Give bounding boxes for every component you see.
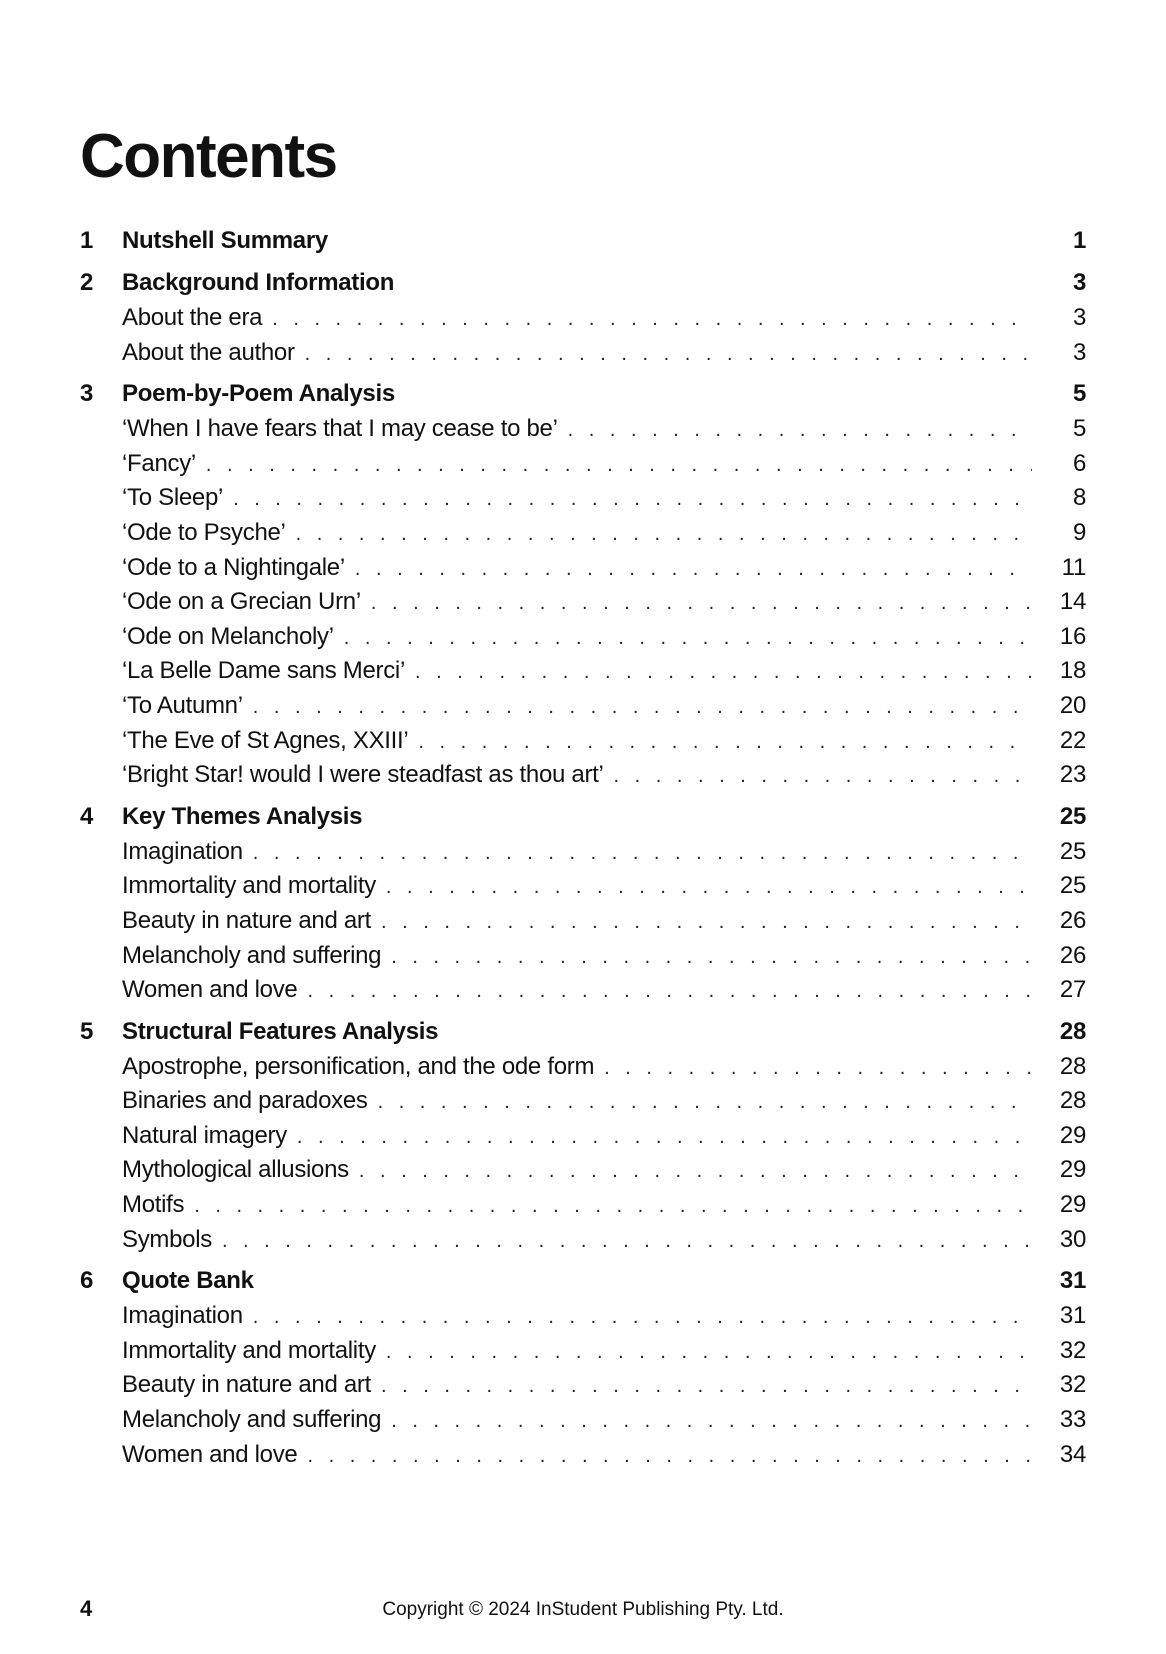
entry-page-number: 26 xyxy=(1059,941,1086,969)
dot-leader xyxy=(305,337,1032,372)
entry-title: Beauty in nature and art xyxy=(122,1371,371,1399)
toc-section xyxy=(80,376,1086,793)
toc-entry[interactable] xyxy=(80,412,1086,447)
dot-leader xyxy=(381,1369,1032,1404)
toc-section xyxy=(80,1263,1086,1472)
toc-section xyxy=(80,799,1086,1008)
toc-entry[interactable] xyxy=(80,724,1086,759)
entry-page-number: 30 xyxy=(1059,1225,1086,1253)
section-page-number: 5 xyxy=(1072,380,1086,408)
entry-page-number: 31 xyxy=(1059,1302,1086,1330)
toc-section xyxy=(80,223,1086,259)
toc-entry[interactable] xyxy=(80,689,1086,724)
toc-entry[interactable] xyxy=(80,1050,1086,1085)
entry-title: Melancholy and suffering xyxy=(122,1406,382,1434)
section-page-number: 28 xyxy=(1059,1017,1086,1045)
entry-page-number: 14 xyxy=(1059,588,1086,616)
entry-page-number: 18 xyxy=(1059,657,1086,685)
entry-page-number: 23 xyxy=(1059,761,1086,789)
entry-page-number: 29 xyxy=(1059,1121,1086,1149)
entry-title: About the author xyxy=(122,338,295,366)
dot-leader xyxy=(391,940,1032,975)
toc-entry[interactable] xyxy=(80,551,1086,586)
section-number: 6 xyxy=(80,1267,94,1295)
entry-title: ‘Ode on a Grecian Urn’ xyxy=(122,588,361,616)
toc-entry[interactable] xyxy=(80,447,1086,482)
toc-section-heading[interactable] xyxy=(80,265,1086,301)
entry-page-number: 32 xyxy=(1059,1371,1086,1399)
entry-title: Motifs xyxy=(122,1191,185,1219)
toc-entry[interactable] xyxy=(80,1368,1086,1403)
toc-entry[interactable] xyxy=(80,654,1086,689)
entry-title: ‘Ode to a Nightingale’ xyxy=(122,553,345,581)
entry-title: Immortality and mortality xyxy=(122,872,376,900)
entry-page-number: 3 xyxy=(1072,304,1086,331)
entry-title: ‘Bright Star! would I were steadfast as thou art’ xyxy=(122,761,604,789)
dot-leader xyxy=(355,552,1032,587)
section-title: Key Themes Analysis xyxy=(122,802,363,830)
entry-title: ‘To Sleep’ xyxy=(122,484,224,512)
entry-page-number: 26 xyxy=(1059,906,1086,934)
entry-title: ‘To Autumn’ xyxy=(122,691,243,719)
toc-entry[interactable] xyxy=(80,1299,1086,1334)
section-number: 5 xyxy=(80,1017,94,1045)
footer-copyright: Copyright © 2024 InStudent Publishing Pty. Ltd. xyxy=(382,1599,784,1620)
section-number: 4 xyxy=(80,802,94,830)
entry-title: Mythological allusions xyxy=(122,1156,349,1184)
entry-page-number: 11 xyxy=(1061,553,1086,581)
footer-page-number: 4 xyxy=(80,1596,93,1621)
dot-leader xyxy=(253,690,1032,725)
section-number: 1 xyxy=(80,227,94,254)
toc-section xyxy=(80,1014,1086,1258)
entry-page-number: 25 xyxy=(1059,837,1086,865)
entry-page-number: 28 xyxy=(1059,1087,1086,1115)
section-title: Quote Bank xyxy=(122,1267,254,1295)
toc-entry[interactable] xyxy=(80,973,1086,1008)
toc-entry[interactable] xyxy=(80,1403,1086,1438)
dot-leader xyxy=(307,974,1032,1009)
entry-title: ‘Ode to Psyche’ xyxy=(122,518,286,546)
entry-page-number: 32 xyxy=(1059,1336,1086,1364)
toc-section xyxy=(80,265,1086,370)
dot-leader xyxy=(194,1189,1032,1224)
toc-entry[interactable] xyxy=(80,301,1086,336)
entry-page-number: 34 xyxy=(1059,1440,1086,1468)
entry-title: ‘Ode on Melancholy’ xyxy=(122,622,334,650)
toc-entry[interactable] xyxy=(80,835,1086,870)
dot-leader xyxy=(359,1154,1032,1189)
dot-leader xyxy=(371,586,1032,621)
section-page-number: 31 xyxy=(1059,1267,1086,1295)
entry-page-number: 33 xyxy=(1059,1406,1086,1434)
entry-title: Immortality and mortality xyxy=(122,1336,376,1364)
entry-title: Imagination xyxy=(122,837,243,865)
dot-leader xyxy=(307,1439,1032,1474)
entry-title: Symbols xyxy=(122,1225,212,1253)
dot-leader xyxy=(381,905,1032,940)
toc-entry[interactable] xyxy=(80,758,1086,793)
toc-section-heading[interactable] xyxy=(80,1014,1086,1050)
entry-title: Imagination xyxy=(122,1302,243,1330)
dot-leader xyxy=(568,413,1032,448)
entry-page-number: 22 xyxy=(1059,726,1086,754)
dot-leader xyxy=(391,1404,1032,1439)
toc-entry[interactable] xyxy=(80,1438,1086,1473)
toc-entry[interactable] xyxy=(80,869,1086,904)
toc-section-heading[interactable] xyxy=(80,799,1086,835)
section-number: 2 xyxy=(80,269,94,296)
toc-entry[interactable] xyxy=(80,481,1086,516)
dot-leader xyxy=(415,655,1032,690)
entry-page-number: 3 xyxy=(1072,338,1086,366)
dot-leader xyxy=(222,1224,1032,1259)
entry-page-number: 6 xyxy=(1072,449,1086,477)
entry-page-number: 8 xyxy=(1072,484,1086,512)
entry-page-number: 29 xyxy=(1059,1156,1086,1184)
toc-entry[interactable] xyxy=(80,336,1086,371)
entry-title: Melancholy and suffering xyxy=(122,941,382,969)
entry-page-number: 20 xyxy=(1059,691,1086,719)
toc-section-heading[interactable] xyxy=(80,223,1086,259)
entry-title: Apostrophe, personification, and the ode form xyxy=(122,1052,595,1080)
dot-leader xyxy=(418,725,1032,760)
entry-title: Natural imagery xyxy=(122,1121,287,1149)
toc-entry[interactable] xyxy=(80,585,1086,620)
entry-title: ‘La Belle Dame sans Merci’ xyxy=(122,657,405,685)
entry-title: Beauty in nature and art xyxy=(122,906,371,934)
toc-entry[interactable] xyxy=(80,1334,1086,1369)
entry-title: Women and love xyxy=(122,976,298,1004)
toc-entry[interactable] xyxy=(80,1084,1086,1119)
toc-entry[interactable] xyxy=(80,1153,1086,1188)
section-page-number: 3 xyxy=(1072,269,1086,296)
page-title: Contents xyxy=(80,122,337,191)
entry-title: ‘The Eve of St Agnes, XXIII’ xyxy=(122,726,409,754)
section-page-number: 1 xyxy=(1072,227,1086,254)
entry-title: Women and love xyxy=(122,1440,298,1468)
toc-entry[interactable] xyxy=(80,1119,1086,1154)
section-title: Nutshell Summary xyxy=(122,227,328,254)
entry-title: ‘When I have fears that I may cease to be’ xyxy=(122,415,558,443)
toc-entry[interactable] xyxy=(80,620,1086,655)
toc-entry[interactable] xyxy=(80,1223,1086,1258)
dot-leader xyxy=(296,517,1032,552)
entry-title: About the era xyxy=(122,304,263,331)
dot-leader xyxy=(386,1335,1032,1370)
section-title: Structural Features Analysis xyxy=(122,1017,439,1045)
entry-title: ‘Fancy’ xyxy=(122,449,196,477)
entry-title: Binaries and paradoxes xyxy=(122,1087,368,1115)
dot-leader xyxy=(253,836,1032,871)
section-number: 3 xyxy=(80,380,94,408)
dot-leader xyxy=(233,482,1032,517)
entry-page-number: 25 xyxy=(1059,872,1086,900)
entry-page-number: 16 xyxy=(1059,622,1086,650)
dot-leader xyxy=(614,759,1032,794)
dot-leader xyxy=(604,1051,1032,1086)
entry-page-number: 9 xyxy=(1072,518,1086,546)
dot-leader xyxy=(386,870,1032,905)
dot-leader xyxy=(272,302,1032,337)
entry-page-number: 5 xyxy=(1072,415,1086,443)
toc-entry[interactable] xyxy=(80,939,1086,974)
dot-leader xyxy=(297,1120,1032,1155)
section-title: Background Information xyxy=(122,269,395,296)
table-of-contents xyxy=(80,223,1086,1472)
entry-page-number: 29 xyxy=(1059,1191,1086,1219)
toc-section-heading[interactable] xyxy=(80,1263,1086,1299)
dot-leader xyxy=(344,621,1032,656)
dot-leader xyxy=(378,1085,1032,1120)
toc-entry[interactable] xyxy=(80,1188,1086,1223)
toc-entry[interactable] xyxy=(80,904,1086,939)
toc-entry[interactable] xyxy=(80,516,1086,551)
toc-section-heading[interactable] xyxy=(80,376,1086,412)
section-title: Poem-by-Poem Analysis xyxy=(122,380,395,408)
dot-leader xyxy=(206,448,1032,483)
entry-page-number: 28 xyxy=(1059,1052,1086,1080)
dot-leader xyxy=(253,1300,1032,1335)
entry-page-number: 27 xyxy=(1059,976,1086,1004)
section-page-number: 25 xyxy=(1059,802,1086,830)
